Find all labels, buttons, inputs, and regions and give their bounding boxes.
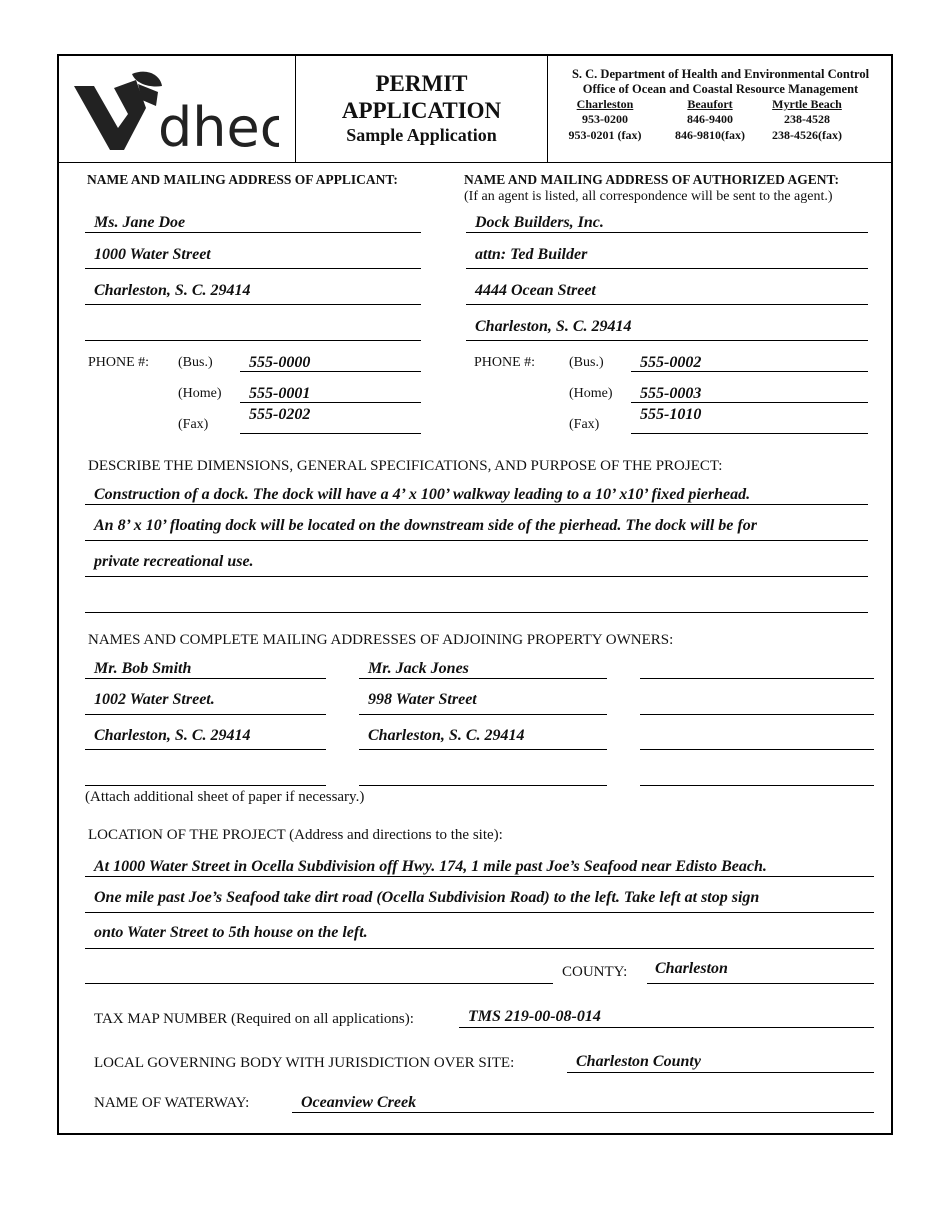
- applicant-fax-label: (Fax): [178, 417, 209, 432]
- project-description-line2[interactable]: An 8’ x 10’ floating dock will be located on the downstream side of the pierhead. The dock will be for: [94, 517, 757, 534]
- agency-office: Office of Ocean and Coastal Resource Management: [582, 82, 859, 96]
- permit-application-form: [57, 54, 893, 1135]
- dhec-leaf-icon: [74, 70, 279, 152]
- project-heading: DESCRIBE THE DIMENSIONS, GENERAL SPECIFICATIONS, AND PURPOSE OF THE PROJECT:: [88, 458, 723, 474]
- applicant-home-label: (Home): [178, 386, 222, 401]
- owner3-line2-rule: [640, 714, 874, 715]
- governing-body-value[interactable]: Charleston County: [576, 1053, 701, 1070]
- owner2-line2-rule: [359, 714, 607, 715]
- agent-phone-label: PHONE #:: [474, 355, 536, 370]
- office-fax-charleston: 953-0201 (fax): [568, 128, 642, 142]
- applicant-address-line3-rule: [85, 304, 421, 305]
- agency-name: S. C. Department of Health and Environmental Control: [571, 67, 870, 81]
- owner2-line3-rule: [359, 749, 607, 750]
- agent-address-line4-rule: [466, 340, 868, 341]
- agent-home-label: (Home): [569, 386, 613, 401]
- project-description-line1[interactable]: Construction of a dock. The dock will have a 4’ x 100’ walkway leading to a 10’ x10’ fixed pierhead.: [94, 486, 751, 503]
- waterway-label: NAME OF WATERWAY:: [94, 1095, 250, 1111]
- governing-body-label: LOCAL GOVERNING BODY WITH JURISDICTION OVER SITE:: [94, 1055, 515, 1071]
- location-line1[interactable]: At 1000 Water Street in Ocella Subdivision off Hwy. 174, 1 mile past Joe’s Seafood near Edisto Beach.: [94, 858, 767, 875]
- project-description-line1-rule: [85, 504, 868, 505]
- agent-home-phone[interactable]: 555-0003: [640, 385, 702, 402]
- owner1-line3-rule: [85, 749, 326, 750]
- agent-note: (If an agent is listed, all correspondence will be sent to the agent.): [464, 189, 833, 204]
- applicant-fax-rule: [240, 433, 421, 434]
- location-heading: LOCATION OF THE PROJECT (Address and directions to the site):: [88, 827, 503, 843]
- applicant-address-line4-rule: [85, 340, 421, 341]
- agent-fax-rule: [631, 433, 868, 434]
- location-line3[interactable]: onto Water Street to 5th house on the left.: [94, 924, 368, 941]
- location-line1-rule: [85, 876, 874, 877]
- dhec-logo: [74, 70, 279, 152]
- applicant-address-line2-rule: [85, 268, 421, 269]
- agent-heading: NAME AND MAILING ADDRESS OF AUTHORIZED AGENT:: [464, 172, 840, 187]
- owner1-line1[interactable]: Mr. Bob Smith: [94, 660, 192, 677]
- owner2-line1[interactable]: Mr. Jack Jones: [368, 660, 469, 677]
- office-phone-charleston: 953-0200: [582, 112, 628, 126]
- waterway-rule: [292, 1112, 874, 1113]
- agent-address-line3[interactable]: 4444 Ocean Street: [475, 282, 596, 299]
- office-name-myrtle-beach: Myrtle Beach: [772, 97, 842, 111]
- owner1-line1-rule: [85, 678, 326, 679]
- project-description-line2-rule: [85, 540, 868, 541]
- owner3-line4-rule: [640, 785, 874, 786]
- header-bottom-rule: [59, 162, 891, 163]
- adjoining-note: (Attach additional sheet of paper if necessary.): [85, 789, 365, 805]
- applicant-bus-rule: [240, 371, 421, 372]
- project-description-line3[interactable]: private recreational use.: [94, 553, 254, 570]
- applicant-phone-label: PHONE #:: [88, 355, 150, 370]
- agent-address-line1[interactable]: Dock Builders, Inc.: [475, 214, 604, 231]
- office-name-charleston: Charleston: [576, 97, 634, 111]
- agent-address-line4[interactable]: Charleston, S. C. 29414: [475, 318, 632, 335]
- owner3-line3-rule: [640, 749, 874, 750]
- agent-fax-label: (Fax): [569, 417, 600, 432]
- agent-address-line3-rule: [466, 304, 868, 305]
- applicant-home-phone[interactable]: 555-0001: [249, 385, 311, 402]
- adjoining-heading: NAMES AND COMPLETE MAILING ADDRESSES OF ADJOINING PROPERTY OWNERS:: [88, 632, 674, 648]
- owner1-line4-rule: [85, 785, 326, 786]
- agent-bus-rule: [631, 371, 868, 372]
- owner2-line2[interactable]: 998 Water Street: [368, 691, 477, 708]
- applicant-address-line1[interactable]: Ms. Jane Doe: [94, 214, 186, 231]
- owner1-line2-rule: [85, 714, 326, 715]
- applicant-address-line1-rule: [85, 232, 421, 233]
- county-rule: [647, 983, 874, 984]
- applicant-bus-label: (Bus.): [178, 355, 213, 370]
- owner1-line2[interactable]: 1002 Water Street.: [94, 691, 215, 708]
- applicant-address-line3[interactable]: Charleston, S. C. 29414: [94, 282, 251, 299]
- office-phone-myrtle-beach: 238-4528: [784, 112, 830, 126]
- office-fax-beaufort: 846-9810(fax): [675, 128, 745, 142]
- agent-address-line2-rule: [466, 268, 868, 269]
- applicant-heading: NAME AND MAILING ADDRESS OF APPLICANT:: [87, 172, 398, 187]
- county-label: COUNTY:: [562, 964, 628, 980]
- tax-map-label: TAX MAP NUMBER (Required on all applications):: [94, 1011, 414, 1027]
- applicant-home-rule: [240, 402, 421, 403]
- logo-wordmark: dhec: [158, 96, 279, 152]
- form-subtitle: Sample Application: [346, 125, 497, 145]
- applicant-bus-phone[interactable]: 555-0000: [249, 354, 311, 371]
- office-fax-myrtle-beach: 238-4526(fax): [772, 128, 842, 142]
- agent-address-line2[interactable]: attn: Ted Builder: [475, 246, 588, 263]
- location-line3-rule: [85, 948, 874, 949]
- agent-bus-phone[interactable]: 555-0002: [640, 354, 702, 371]
- form-title-line1: PERMIT: [375, 71, 468, 96]
- agent-bus-label: (Bus.): [569, 355, 604, 370]
- waterway-value[interactable]: Oceanview Creek: [301, 1094, 417, 1111]
- owner1-line3[interactable]: Charleston, S. C. 29414: [94, 727, 251, 744]
- owner3-line1-rule: [640, 678, 874, 679]
- applicant-address-line2[interactable]: 1000 Water Street: [94, 246, 211, 263]
- location-line2[interactable]: One mile past Joe’s Seafood take dirt road (Ocella Subdivision Road) to the left. Take left at stop sign: [94, 889, 760, 906]
- agent-home-rule: [631, 402, 868, 403]
- owner2-line1-rule: [359, 678, 607, 679]
- location-line2-rule: [85, 912, 874, 913]
- location-line4-rule: [85, 983, 553, 984]
- owner2-line3[interactable]: Charleston, S. C. 29414: [368, 727, 525, 744]
- owner2-line4-rule: [359, 785, 607, 786]
- county-value[interactable]: Charleston: [655, 960, 728, 977]
- form-title-line2: APPLICATION: [341, 98, 502, 123]
- tax-map-rule: [459, 1027, 874, 1028]
- office-phone-beaufort: 846-9400: [687, 112, 733, 126]
- agent-address-line1-rule: [466, 232, 868, 233]
- project-description-line3-rule: [85, 576, 868, 577]
- applicant-fax-phone[interactable]: 555-0202: [249, 406, 311, 423]
- tax-map-value[interactable]: TMS 219-00-08-014: [468, 1008, 601, 1025]
- project-description-line4-rule: [85, 612, 868, 613]
- agent-fax-phone[interactable]: 555-1010: [640, 406, 702, 423]
- office-name-beaufort: Beaufort: [687, 97, 733, 111]
- governing-body-rule: [567, 1072, 874, 1073]
